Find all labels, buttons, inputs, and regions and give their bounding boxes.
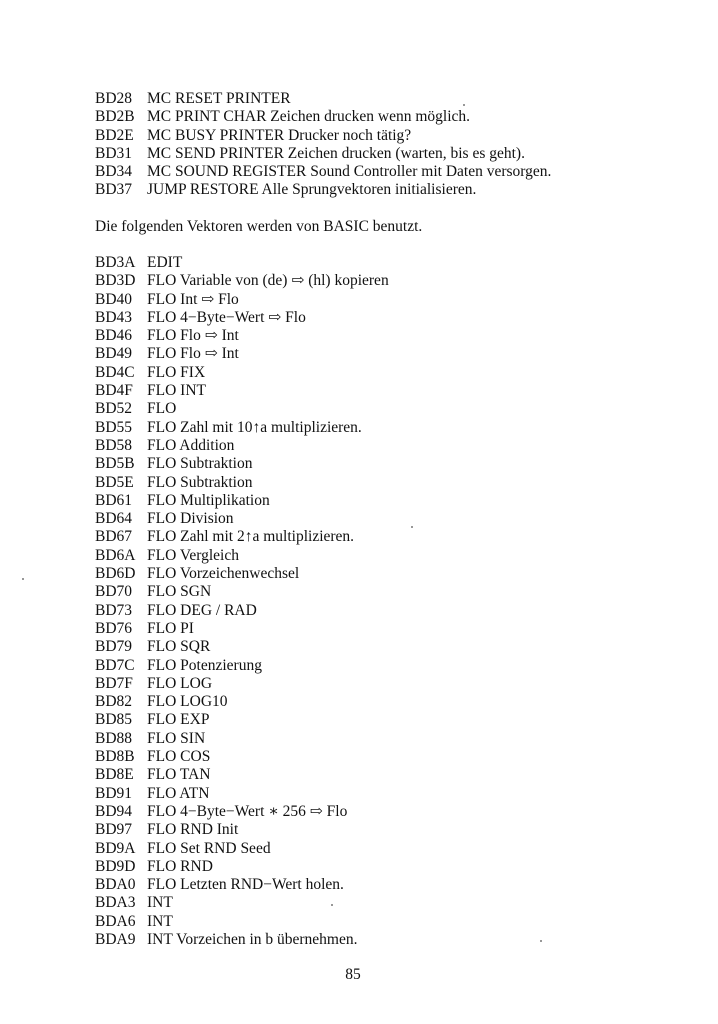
vector-description: FLO [147, 400, 177, 418]
vector-row [95, 327, 695, 345]
vector-address: BD6D [95, 565, 136, 583]
vector-row [95, 400, 695, 418]
vector-address: BD9A [95, 839, 136, 857]
vector-address: BD49 [95, 345, 133, 363]
vector-description: FLO Multiplikation [147, 491, 270, 509]
vector-address: BDA9 [95, 930, 136, 948]
vector-row [95, 913, 695, 931]
vector-address: BD5B [95, 455, 135, 473]
vector-address: BD97 [95, 821, 133, 839]
vector-address: BD55 [95, 418, 133, 436]
vector-row [95, 309, 695, 327]
vector-row [95, 382, 695, 400]
vector-description: FLO Zahl mit 2↑a multiplizieren. [147, 528, 355, 546]
vector-address: BD34 [95, 163, 133, 181]
vector-address: BD58 [95, 436, 133, 454]
vector-row [95, 145, 695, 163]
vector-row [95, 858, 695, 876]
vector-address: BD31 [95, 144, 133, 162]
vector-row [95, 565, 695, 583]
vector-row [95, 638, 695, 656]
vector-description: FLO Variable von (de) ⇨ (hl) kopieren [147, 272, 389, 290]
scan-speck [540, 940, 542, 942]
intro-paragraph: Die folgenden Vektoren werden von BASIC benutzt. [95, 218, 423, 235]
vector-description: MC PRINT CHAR Zeichen drucken wenn möglich. [147, 108, 471, 126]
basic-vector-list [95, 254, 695, 949]
vector-row [95, 108, 695, 126]
vector-description: FLO DEG / RAD [147, 601, 257, 619]
vector-address: BDA6 [95, 912, 136, 930]
vector-address: BD88 [95, 729, 133, 747]
vector-address: BD6A [95, 546, 136, 564]
vector-address: BD76 [95, 619, 133, 637]
vector-description: FLO Int ⇨ Flo [147, 290, 239, 308]
vector-description: FLO LOG [147, 674, 213, 692]
vector-description: FLO RND [147, 857, 213, 875]
vector-row [95, 345, 695, 363]
vector-row [95, 437, 695, 455]
vector-description: JUMP RESTORE Alle Sprungvektoren initialisieren. [147, 181, 477, 199]
vector-row [95, 90, 695, 108]
vector-row [95, 254, 695, 272]
vector-description: FLO 4−Byte−Wert ⇨ Flo [147, 308, 306, 326]
vector-description: FLO Addition [147, 436, 235, 454]
vector-description: MC SOUND REGISTER Sound Controller mit Daten versorgen. [147, 163, 552, 181]
vector-row [95, 364, 695, 382]
vector-description: INT Vorzeichen in b übernehmen. [147, 930, 358, 948]
vector-address: BD73 [95, 601, 133, 619]
vector-row [95, 876, 695, 894]
vector-row [95, 528, 695, 546]
vector-address: BD94 [95, 802, 133, 820]
vector-row [95, 127, 695, 145]
vector-address: BD70 [95, 583, 133, 601]
vector-address: BD3A [95, 254, 136, 271]
vector-description: INT [147, 894, 173, 912]
vector-row [95, 620, 695, 638]
vector-address: BD79 [95, 638, 133, 656]
vector-row [95, 840, 695, 858]
vector-address: BD67 [95, 528, 133, 546]
vector-row [95, 711, 695, 729]
vector-address: BD4F [95, 382, 133, 400]
vector-row [95, 510, 695, 528]
vector-description: FLO INT [147, 382, 206, 400]
vector-row [95, 675, 695, 693]
vector-description: INT [147, 912, 173, 930]
vector-description: FLO EXP [147, 711, 210, 729]
vector-row [95, 766, 695, 784]
vector-address: BD37 [95, 181, 133, 199]
vector-address: BD40 [95, 290, 133, 308]
vector-description: FLO Set RND Seed [147, 839, 271, 857]
vector-description: FLO Letzten RND−Wert holen. [147, 876, 344, 894]
vector-address: BD7C [95, 656, 135, 674]
vector-description: FLO Vergleich [147, 546, 239, 564]
vector-address: BDA0 [95, 876, 136, 894]
vector-description: FLO Flo ⇨ Int [147, 327, 239, 345]
vector-address: BDA3 [95, 894, 136, 912]
vector-description: MC BUSY PRINTER Drucker noch tätig? [147, 126, 412, 144]
vector-row [95, 583, 695, 601]
vector-address: BD85 [95, 711, 133, 729]
vector-description: MC RESET PRINTER [147, 90, 291, 107]
vector-description: FLO Subtraktion [147, 455, 253, 473]
vector-row [95, 163, 695, 181]
vector-description: FLO LOG10 [147, 693, 228, 711]
vector-description: FLO FIX [147, 363, 206, 381]
vector-description: FLO SGN [147, 583, 212, 601]
vector-row [95, 492, 695, 510]
vector-row [95, 547, 695, 565]
vector-description: FLO ATN [147, 784, 210, 802]
vector-description: FLO PI [147, 619, 194, 637]
vector-description: FLO Vorzeichenwechsel [147, 565, 300, 583]
vector-row [95, 181, 695, 199]
vector-address: BD61 [95, 491, 133, 509]
scan-speck [411, 526, 413, 528]
vector-description: EDIT [147, 254, 183, 271]
vector-row [95, 474, 695, 492]
vector-address: BD9D [95, 857, 136, 875]
vector-address: BD8E [95, 766, 134, 784]
vector-address: BD8B [95, 748, 135, 766]
vector-row [95, 821, 695, 839]
vector-description: FLO RND Init [147, 821, 239, 839]
vector-address: BD43 [95, 308, 133, 326]
vector-address: BD7F [95, 674, 133, 692]
vector-row [95, 272, 695, 290]
printer-vector-list [95, 90, 695, 200]
vector-row [95, 602, 695, 620]
vector-address: BD52 [95, 400, 133, 418]
vector-address: BD4C [95, 363, 135, 381]
vector-row [95, 419, 695, 437]
vector-row [95, 894, 695, 912]
vector-address: BD64 [95, 510, 133, 528]
vector-address: BD91 [95, 784, 133, 802]
vector-row [95, 730, 695, 748]
vector-description: FLO 4−Byte−Wert ∗ 256 ⇨ Flo [147, 802, 348, 820]
vector-address: BD3D [95, 272, 136, 290]
vector-address: BD5E [95, 473, 134, 491]
vector-row [95, 931, 695, 949]
vector-row [95, 785, 695, 803]
vector-description: FLO Zahl mit 10↑a multiplizieren. [147, 418, 362, 436]
vector-description: FLO SQR [147, 638, 211, 656]
vector-description: FLO Subtraktion [147, 473, 253, 491]
vector-row [95, 291, 695, 309]
vector-row [95, 748, 695, 766]
vector-address: BD28 [95, 90, 133, 107]
vector-row [95, 803, 695, 821]
vector-address: BD2B [95, 108, 135, 126]
vector-address: BD82 [95, 693, 133, 711]
vector-row [95, 455, 695, 473]
scan-speck [22, 578, 24, 580]
vector-description: FLO SIN [147, 729, 206, 747]
page-number [0, 966, 718, 984]
vector-description: MC SEND PRINTER Zeichen drucken (warten, bis es geht). [147, 144, 525, 162]
vector-row [95, 693, 695, 711]
vector-address: BD2E [95, 126, 134, 144]
vector-description: FLO COS [147, 748, 211, 766]
vector-row [95, 657, 695, 675]
scan-speck [463, 104, 465, 106]
vector-description: FLO Division [147, 510, 234, 528]
vector-description: FLO Potenzierung [147, 656, 262, 674]
page-number-text: 85 [345, 966, 361, 983]
scan-speck [331, 904, 333, 906]
vector-address: BD46 [95, 327, 133, 345]
vector-description: FLO TAN [147, 766, 211, 784]
vector-description: FLO Flo ⇨ Int [147, 345, 239, 363]
